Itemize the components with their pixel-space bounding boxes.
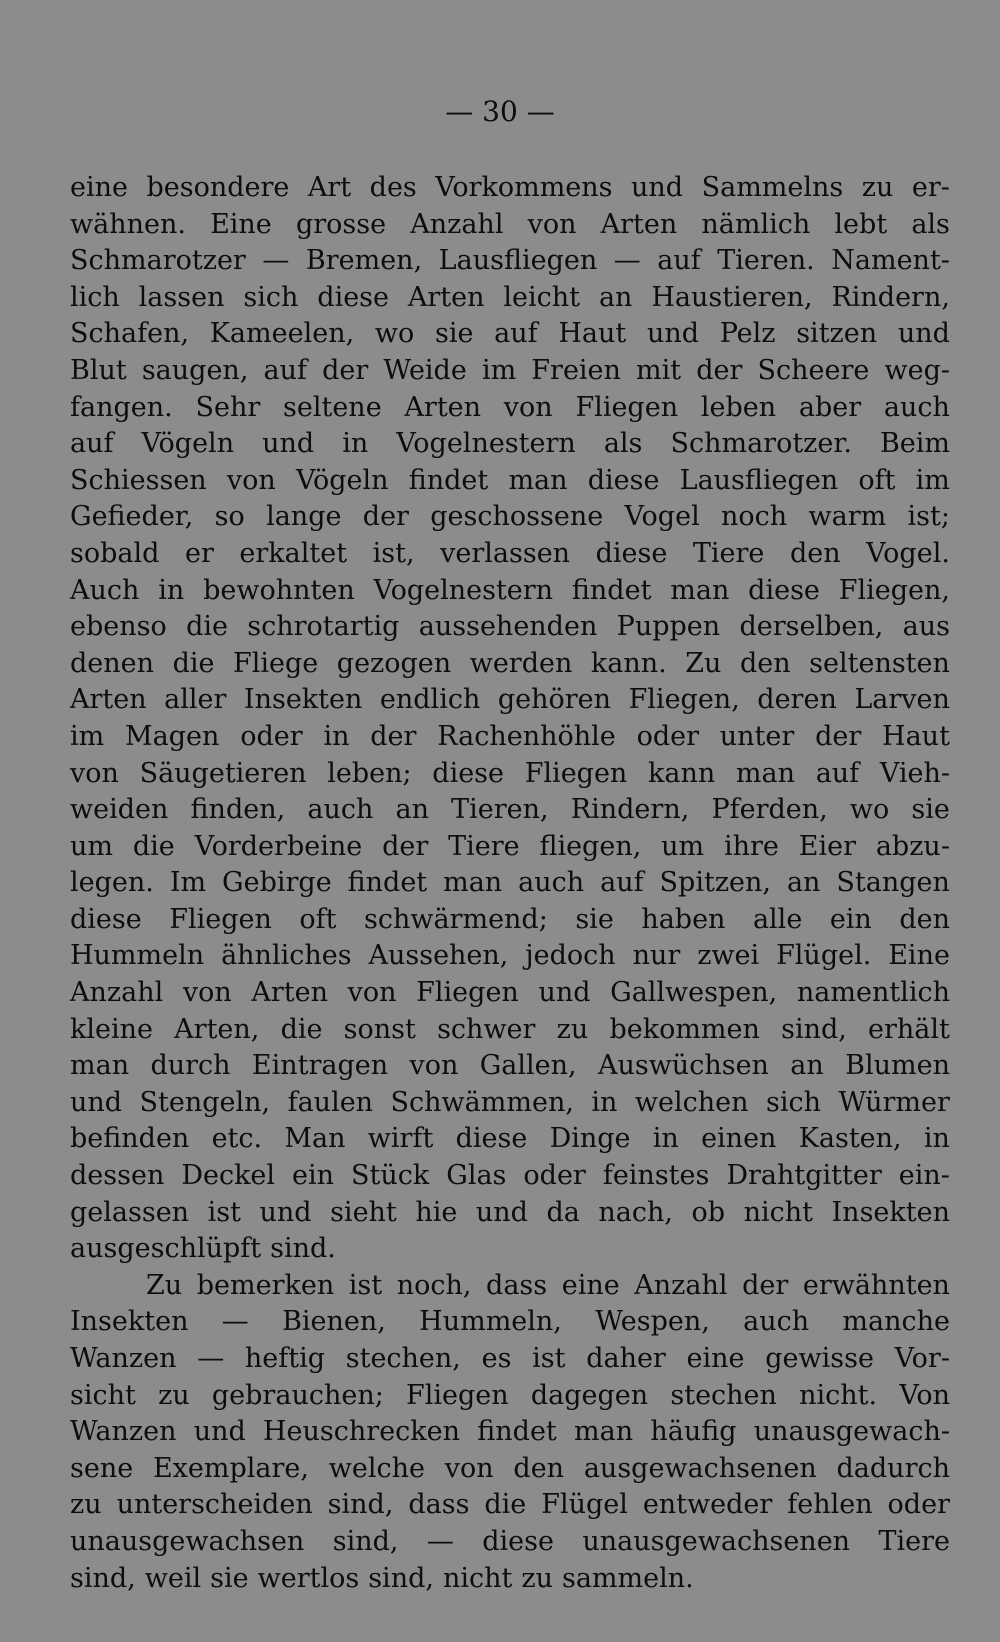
text-line: legen. Im Gebirge findet man auch auf Spitzen, an Stangen (70, 867, 950, 899)
body-text (70, 170, 950, 1597)
text-line: Gefieder, so lange der geschossene Vogel noch warm ist; (70, 501, 950, 533)
text-line: gelassen ist und sieht hie und da nach, ob nicht Insekten (70, 1196, 950, 1228)
text-line: sobald er erkaltet ist, verlassen diese Tiere den Vogel. (70, 537, 950, 569)
text-line: Blut saugen, auf der Weide im Freien mit der Scheere weg- (70, 354, 950, 386)
text-line: Insekten — Bienen, Hummeln, Wespen, auch manche (70, 1306, 950, 1338)
text-line: im Magen oder in der Rachenhöhle oder unter der Haut (70, 720, 950, 752)
text-line: denen die Fliege gezogen werden kann. Zu den seltensten (70, 647, 950, 679)
text-line: befinden etc. Man wirft diese Dinge in einen Kasten, in (70, 1123, 950, 1155)
text-line: sicht zu gebrauchen; Fliegen dagegen stechen nicht. Von (70, 1379, 950, 1411)
text-line: Schiessen von Vögeln findet man diese Lausfliegen oft im (70, 464, 950, 496)
text-line: wähnen. Eine grosse Anzahl von Arten nämlich lebt als (70, 208, 950, 240)
text-line: Anzahl von Arten von Fliegen und Gallwespen, namentlich (70, 977, 950, 1009)
text-line: diese Fliegen oft schwärmend; sie haben alle ein den (70, 903, 950, 935)
text-line: Zu bemerken ist noch, dass eine Anzahl der erwähnten (146, 1269, 950, 1301)
text-line: fangen. Sehr seltene Arten von Fliegen leben aber auch (70, 391, 950, 423)
page-number: — 30 — (445, 95, 555, 128)
text-line: ausgeschlüpft sind. (70, 1233, 336, 1265)
text-line: weiden finden, auch an Tieren, Rindern, Pferden, wo sie (70, 794, 950, 826)
text-line: man durch Eintragen von Gallen, Auswüchsen an Blumen (70, 1050, 950, 1082)
text-line: lich lassen sich diese Arten leicht an Haustieren, Rindern, (70, 281, 950, 313)
text-line: sene Exemplare, welche von den ausgewachsenen dadurch (70, 1452, 950, 1484)
text-line: Wanzen und Heuschrecken findet man häufig unausgewach- (70, 1416, 950, 1448)
text-line: Wanzen — heftig stechen, es ist daher eine gewisse Vor- (70, 1343, 950, 1374)
text-line: dessen Deckel ein Stück Glas oder feinstes Drahtgitter ein- (70, 1160, 950, 1192)
text-line: ebenso die schrotartig aussehenden Puppen derselben, aus (70, 611, 950, 643)
text-line: unausgewachsen sind, — diese unausgewachsenen Tiere (70, 1525, 950, 1557)
text-line: um die Vorderbeine der Tiere fliegen, um ihre Eier abzu- (70, 830, 950, 862)
text-line: auf Vögeln und in Vogelnestern als Schmarotzer. Beim (70, 428, 950, 460)
text-line: sind, weil sie wertlos sind, nicht zu sammeln. (70, 1562, 694, 1594)
text-line: eine besondere Art des Vorkommens und Sammelns zu er- (70, 172, 950, 203)
text-line: kleine Arten, die sonst schwer zu bekommen sind, erhält (70, 1013, 950, 1045)
text-line: zu unterscheiden sind, dass die Flügel entweder fehlen oder (70, 1489, 950, 1521)
text-line: Hummeln ähnliches Aussehen, jedoch nur zwei Flügel. Eine (70, 940, 950, 972)
text-line: Arten aller Insekten endlich gehören Fliegen, deren Larven (70, 684, 950, 716)
text-line: Schmarotzer — Bremen, Lausfliegen — auf Tieren. Nament- (70, 245, 950, 277)
text-line: von Säugetieren leben; diese Fliegen kann man auf Vieh- (70, 757, 950, 789)
text-line: und Stengeln, faulen Schwämmen, in welchen sich Würmer (70, 1086, 950, 1118)
text-line: Schafen, Kameelen, wo sie auf Haut und Pelz sitzen und (70, 318, 950, 350)
text-line: Auch in bewohnten Vogelnestern findet man diese Fliegen, (70, 574, 950, 606)
